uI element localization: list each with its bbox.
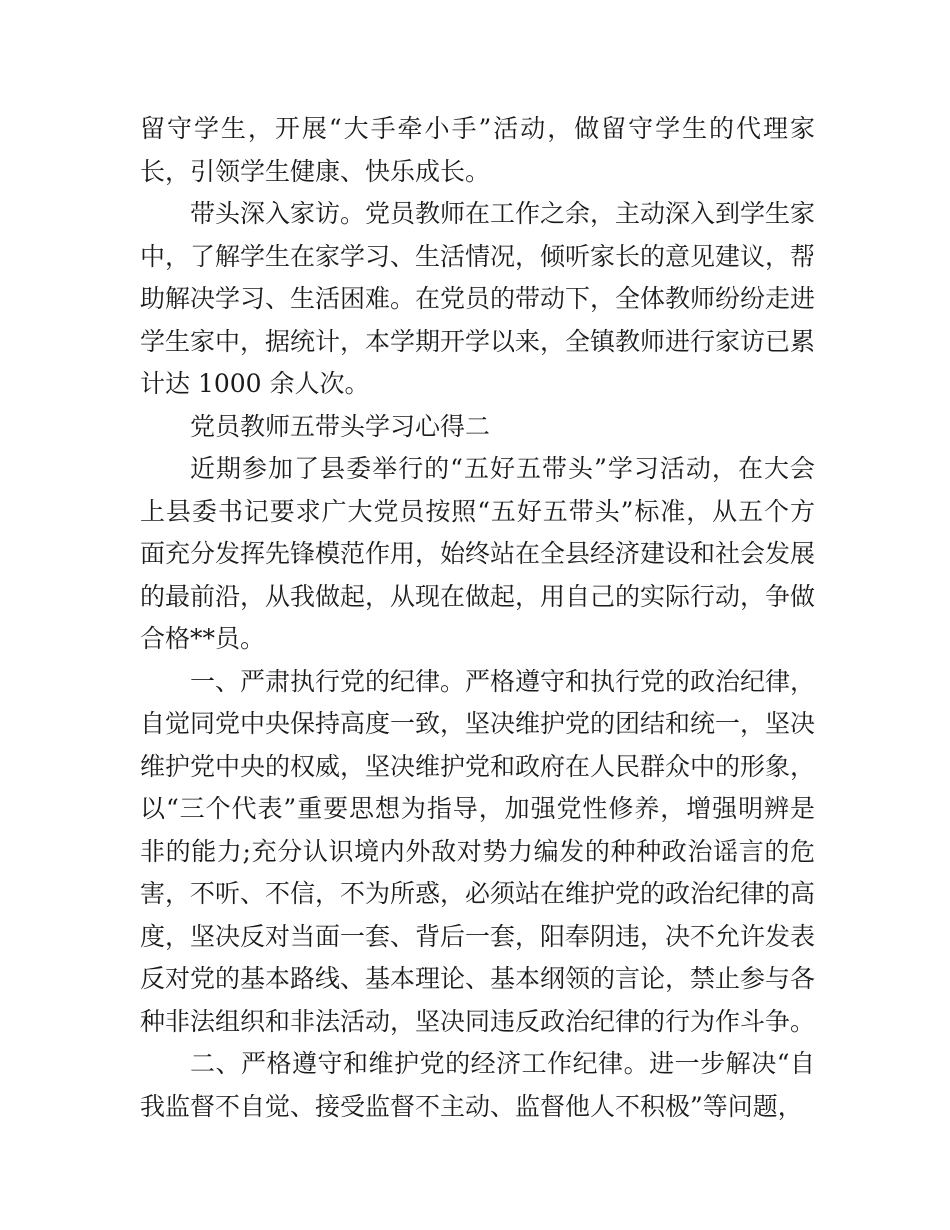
section-heading: 党员教师五带头学习心得二	[190, 411, 491, 441]
paragraph-home-visits: 带头深入家访。党员教师在工作之余，主动深入到学生家中，了解学生在家学习、生活情况，倾听家长的意见建议，帮助解决学习、生活困难。在党员的带动下，全体教师纷纷走进学生家中，据统计，本学期开学以来，全镇教师进行家访已累计达 1000 余人次。	[140, 199, 816, 398]
paragraph-intro: 近期参加了县委举行的“五好五带头”学习活动，在大会上县委书记要求广大党员按照“五好五带头”标准，从五个方面充分发挥先锋模范作用，始终站在全县经济建设和社会发展的最前沿，从我做起，从现在做起，用自己的实际行动，争做合格**员。	[140, 454, 816, 653]
paragraph-point-two: 二、严格遵守和维护党的经济工作纪律。进一步解决“自我监督不自觉、接受监督不主动、监督他人不积极”等问题，	[140, 1049, 815, 1121]
paragraph-point-one: 一、严肃执行党的纪律。严格遵守和执行党的政治纪律，自觉同党中央保持高度一致，坚决维护党的团结和统一，坚决维护党中央的权威，坚决维护党和政府在人民群众中的形象，以“三个代表”重要思想为指导，加强党性修养，增强明辨是非的能力;充分认识境内外敌对势力编发的种种政治谣言的危害，不听、不信，不为所惑，必须站在维护党的政治纪律的高度，坚决反对当面一套、背后一套，阳奉阴违，决不允许发表反对党的基本路线、基本理论、基本纲领的言论，禁止参与各种非法组织和非法活动，坚决同违反政治纪律的行为作斗争。	[140, 666, 816, 1036]
document-body	[140, 108, 815, 1128]
paragraph-continuation: 留守学生，开展“大手牵小手”活动，做留守学生的代理家长，引领学生健康、快乐成长。	[140, 114, 815, 186]
